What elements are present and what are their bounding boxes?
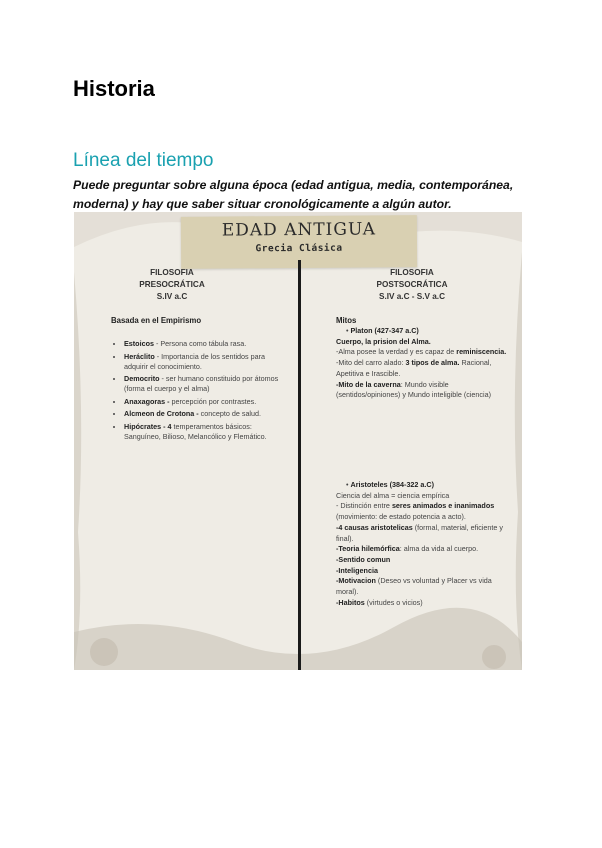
left-section-title: Basada en el Empirismo bbox=[111, 316, 202, 325]
platon-point: -Mito del carro alado: 3 tipos de alma. Racional, Apetitiva e Irascible. bbox=[336, 358, 492, 378]
aristoteles-point: Ciencia del alma = ciencia empírica bbox=[336, 490, 450, 500]
center-divider bbox=[298, 260, 301, 670]
list-item: • Democrito - ser humano constituido por átomos (forma el cuerpo y el alma) bbox=[124, 374, 284, 394]
intro-paragraph: Puede preguntar sobre alguna época (edad antigua, media, contemporánea, moderna) y hay que saber situar cronológicamente a algún autor. bbox=[73, 178, 514, 211]
left-column-heading bbox=[120, 267, 224, 303]
aristoteles-point: -Inteligencia bbox=[336, 565, 378, 575]
poster-subtitle: Grecia Clásica bbox=[255, 242, 343, 255]
list-item: • Anaxagoras - percepción por contrastes. bbox=[124, 397, 284, 407]
aristoteles-point: -Habitos (virtudes o vicios) bbox=[336, 597, 423, 607]
aristoteles-point: -Teoria hilemórfica: alma da vida al cuerpo. bbox=[336, 544, 479, 554]
section-subheading: Línea del tiempo bbox=[73, 150, 214, 171]
aristoteles-title: • Aristoteles (384-322 a.C) bbox=[346, 480, 435, 489]
aristoteles-point: -4 causas aristotelicas (formal, material, eficiente y final). bbox=[336, 522, 503, 543]
poster-title: EDAD ANTIGUA bbox=[221, 219, 377, 241]
right-head-line1: FILOSOFIA bbox=[390, 268, 434, 277]
right-section-title: Mitos bbox=[336, 316, 357, 325]
left-head-line2: PRESOCRÁTICA bbox=[139, 280, 205, 289]
platon-block bbox=[336, 326, 512, 401]
right-head-line3: S.IV a.C - S.V a.C bbox=[379, 292, 445, 301]
list-item: • Alcmeon de Crotona - concepto de salud. bbox=[124, 409, 284, 419]
list-item: • Estoicos - Persona como tábula rasa. bbox=[124, 339, 284, 349]
platon-point: -Alma posee la verdad y es capaz de reminiscencia. bbox=[336, 347, 507, 357]
right-column-heading bbox=[360, 267, 464, 303]
aristoteles-block bbox=[336, 480, 512, 608]
platon-point: -Mito de la caverna: Mundo visible (sentidos/opiniones) y Mundo inteligible (ciencia) bbox=[336, 379, 492, 400]
platon-title: • Platon (427-347 a.C) bbox=[346, 326, 419, 335]
platon-subtitle: Cuerpo, la prision del Alma. bbox=[336, 336, 431, 346]
page-heading: Historia bbox=[73, 76, 155, 101]
presocratic-list bbox=[111, 339, 284, 445]
aristoteles-point: -Motivacion (Deseo vs voluntad y Placer vs vida moral). bbox=[336, 576, 492, 597]
aristoteles-point: - Distinción entre seres animados e inanimados (movimiento: de estado potencia a acto). bbox=[336, 501, 495, 522]
left-head-line3: S.IV a.C bbox=[156, 292, 188, 301]
left-head-line1: FILOSOFIA bbox=[150, 268, 194, 277]
list-item: • Heráclito - Importancia de los sentidos para adquirir el conocimiento. bbox=[124, 352, 284, 372]
aristoteles-point: -Sentido comun bbox=[336, 554, 391, 564]
timeline-poster-image bbox=[74, 212, 522, 670]
right-head-line2: POSTSOCRÁTICA bbox=[376, 280, 448, 289]
list-item: • Hipócrates - 4 temperamentos básicos: Sanguíneo, Bilioso, Melancólico y Flemático. bbox=[124, 422, 284, 442]
